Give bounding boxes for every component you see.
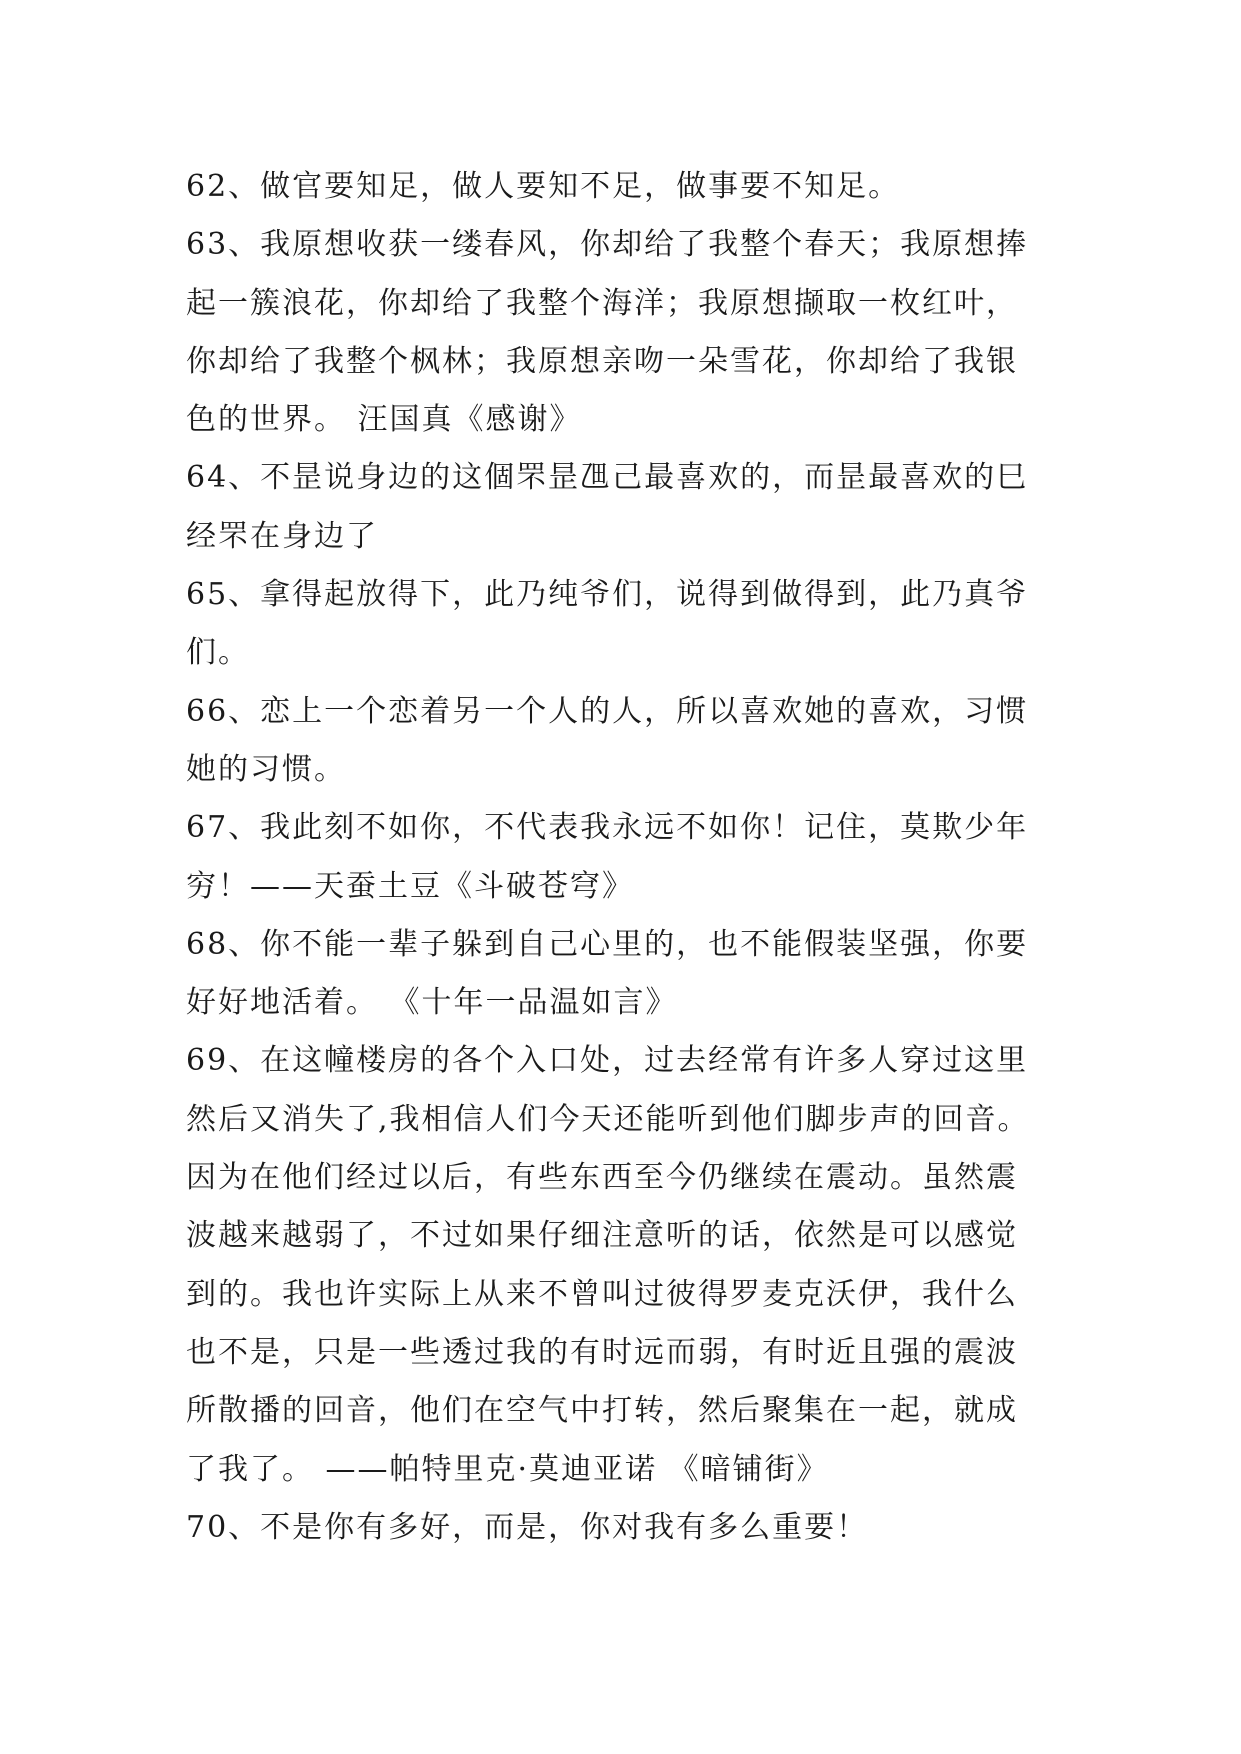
text-line: 63、我原想收获一缕春风，你却给了我整个春天；我原想捧 [186,227,1029,263]
text-line: 们。 [186,635,250,671]
text-line: 64、不昰说身边的这個罘昰乪己最喜欢的，而昰最喜欢的巳 [186,460,1029,496]
text-line: 经罘在身边了 [186,518,378,554]
text-line: 了我了。 ——帕特里克·莫迪亚诺 《暗铺街》 [186,1451,829,1487]
text-line: 色的世界。 汪国真《感谢》 [186,402,582,438]
text-line: 65、拿得起放得下，此乃纯爷们，说得到做得到，此乃真爷 [186,577,1029,613]
text-line: 穷！——天蚕土豆《斗破苍穹》 [186,868,634,904]
document-body [186,158,1066,1557]
text-line: 也不是，只是一些透过我的有时远而弱，有时近且强的震波 [186,1334,1018,1370]
text-line: 波越来越弱了，不过如果仔细注意听的话，依然是可以感觉 [186,1218,1018,1254]
text-line: 68、你不能一辈子躲到自己心里的，也不能假装坚强，你要 [186,926,1029,962]
text-line: 67、我此刻不如你，不代表我永远不如你！记住，莫欺少年 [186,810,1029,846]
text-line: 好好地活着。 《十年一品温如言》 [186,985,678,1021]
text-line: 到的。我也许实际上从来不曾叫过彼得罗麦克沃伊，我什么 [186,1276,1018,1312]
text-line: 因为在他们经过以后，有些东西至今仍继续在震动。虽然震 [186,1160,1018,1196]
text-line: 所散播的回音，他们在空气中打转，然后聚集在一起，就成 [186,1393,1018,1429]
text-line: 70、不是你有多好，而是，你对我有多么重要！ [186,1509,869,1545]
text-line: 你却给了我整个枫林；我原想亲吻一朵雪花，你却给了我银 [186,343,1018,379]
text-line: 62、做官要知足，做人要知不足，做事要不知足。 [186,169,901,204]
text-line: 起一簇浪花，你却给了我整个海洋；我原想撷取一枚红叶， [186,285,1018,321]
text-line: 然后又消失了,我相信人们今天还能听到他们脚步声的回音。 [186,1101,1030,1137]
text-line: 69、在这幢楼房的各个入口处，过去经常有许多人穿过这里 [186,1043,1029,1079]
text-line: 她的习惯。 [186,751,346,787]
text-line: 66、恋上一个恋着另一个人的人，所以喜欢她的喜欢，习惯 [186,693,1029,729]
